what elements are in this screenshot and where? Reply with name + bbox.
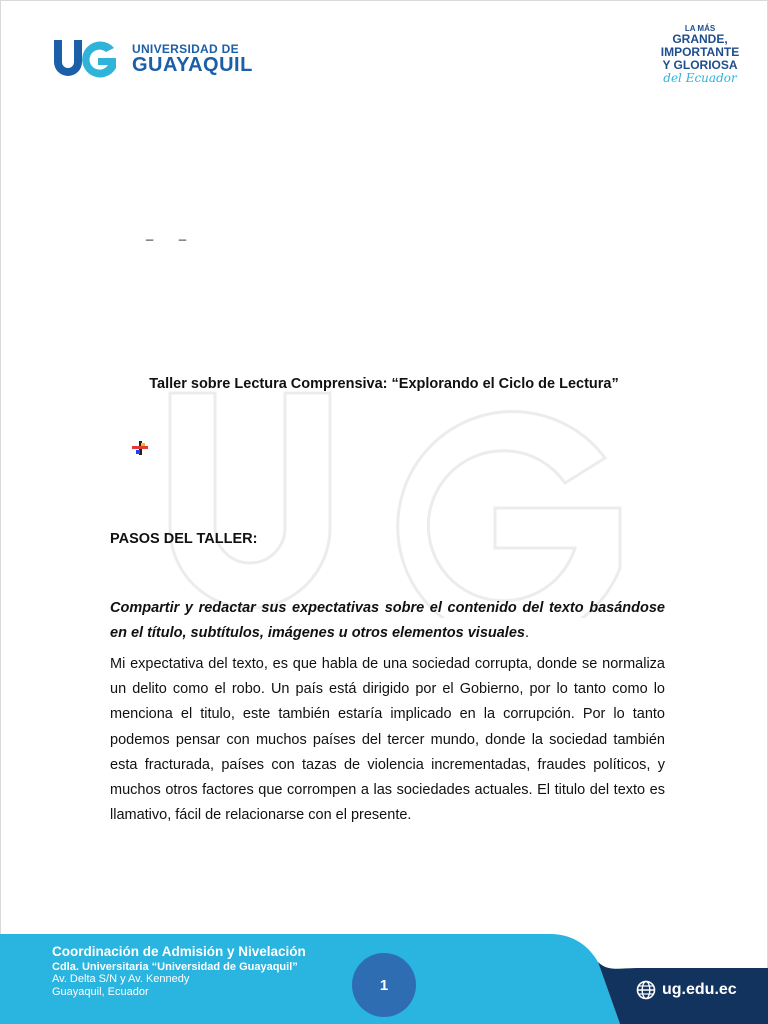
ug-watermark-icon xyxy=(165,388,635,618)
footer-line3: Av. Delta S/N y Av. Kennedy xyxy=(52,973,190,985)
slogan-line5: del Ecuador xyxy=(663,71,737,85)
blank-dashes: _ _ xyxy=(146,226,187,241)
website-link[interactable] xyxy=(636,980,737,1000)
logo-name-line2: GUAYAQUIL xyxy=(132,54,253,76)
footer-line1: Coordinación de Admisión y Nivelación xyxy=(52,944,306,959)
ug-logo-icon xyxy=(52,38,124,78)
footer-line4: Guayaquil, Ecuador xyxy=(52,986,149,998)
footer-address xyxy=(52,944,306,999)
logo-name-line1: UNIVERSIDAD DE xyxy=(132,42,239,56)
globe-icon xyxy=(636,980,656,1000)
prompt-period: . xyxy=(524,625,529,641)
slogan-line3: IMPORTANTE xyxy=(660,45,740,59)
answer-paragraph: Mi expectativa del texto, es que habla de una sociedad corrupta, donde se normaliza un delito como el robo. Un país está dirigido por el Gobierno, por lo tanto como lo menciona el titulo, este también estaría implicado en la corrupción. Por lo tanto podemos pensar con muchos países del tercer mundo, donde la sociedad también esta fracturada, países con tazas de violencia incrementadas, fraudes políticos, y muchos otros factores que corrompen a las sociedades actuales. El titulo del texto es llamativo, fácil de relacionarse con el presente. xyxy=(110,656,665,824)
slogan-line4: Y GLORIOSA xyxy=(662,58,738,72)
prompt-text: Compartir y redactar sus expectativas sobre el contenido del texto basándose en el título, subtítulos, imágenes u otros elementos visuales xyxy=(110,600,665,641)
slogan-line2: GRANDE, xyxy=(672,32,728,46)
website-text[interactable]: ug.edu.ec xyxy=(662,981,737,998)
slogan-line1: LA MÁS xyxy=(684,24,716,33)
slogan-logo xyxy=(652,24,748,85)
document-title: Taller sobre Lectura Comprensiva: “Explorando el Ciclo de Lectura” xyxy=(149,376,619,392)
page-number: 1 xyxy=(352,953,416,1017)
university-logo xyxy=(52,38,252,82)
bullet-icon xyxy=(132,441,148,455)
steps-heading: PASOS DEL TALLER: xyxy=(110,531,258,547)
footer-line2: Cdla. Universitaria “Universidad de Guayaquil” xyxy=(52,961,298,973)
prompt-paragraph xyxy=(110,596,665,646)
